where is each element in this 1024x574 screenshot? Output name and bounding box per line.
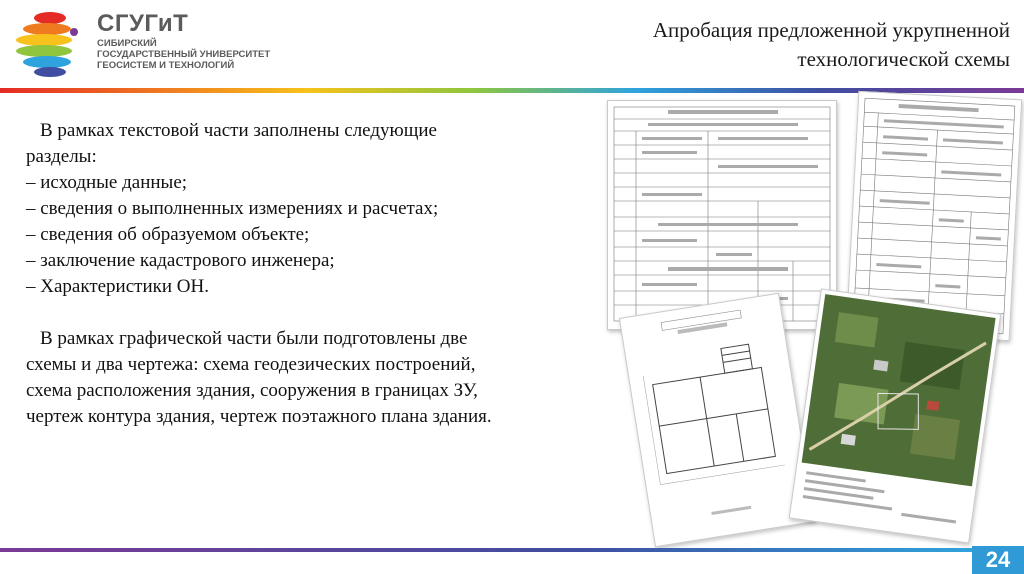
logo-subtitle bbox=[97, 38, 270, 71]
main-text-block bbox=[26, 118, 504, 430]
text-item: – заключение кадастрового инженера; bbox=[26, 250, 335, 271]
slide-title-line: Апробация предложенной укрупненной bbox=[652, 18, 1010, 42]
text-item: – сведения об образуемом объекте; bbox=[26, 224, 310, 245]
slide-title bbox=[490, 16, 1010, 74]
page-number-badge: 24 bbox=[972, 546, 1024, 574]
aerial-scheme-thumbnail bbox=[789, 288, 1002, 543]
graphic-paragraph: В рамках графической части были подготовлены две схемы и два чертежа: схема геодезических построений, схема расположения здания, сооружения в границах ЗУ, чертеж контура здания, чертеж поэтажного плана здания. bbox=[26, 328, 492, 427]
logo-title: СГУГиТ bbox=[97, 10, 189, 37]
footer-divider bbox=[0, 548, 972, 552]
text-item: – сведения о выполненных измерениях и расчетах; bbox=[26, 198, 439, 219]
paragraph-gap bbox=[26, 300, 504, 326]
text-intro: В рамках текстовой части заполнены следующие разделы: bbox=[26, 120, 437, 167]
floor-plan-drawing-thumbnail bbox=[619, 293, 815, 547]
logo-subtitle-line: ГОСУДАРСТВЕННЫЙ УНИВЕРСИТЕТ bbox=[97, 49, 271, 60]
logo-subtitle-line: СИБИРСКИЙ bbox=[97, 38, 157, 49]
text-item: – Характеристики ОН. bbox=[26, 276, 209, 297]
university-logo-icon bbox=[14, 8, 86, 80]
logo-subtitle-line: ГЕОСИСТЕМ И ТЕХНОЛОГИЙ bbox=[97, 60, 235, 71]
slide-title-line: технологической схемы bbox=[797, 47, 1010, 71]
document-table-thumbnail bbox=[607, 100, 837, 330]
slide-header bbox=[0, 0, 1024, 92]
text-item: – исходные данные; bbox=[26, 172, 188, 193]
